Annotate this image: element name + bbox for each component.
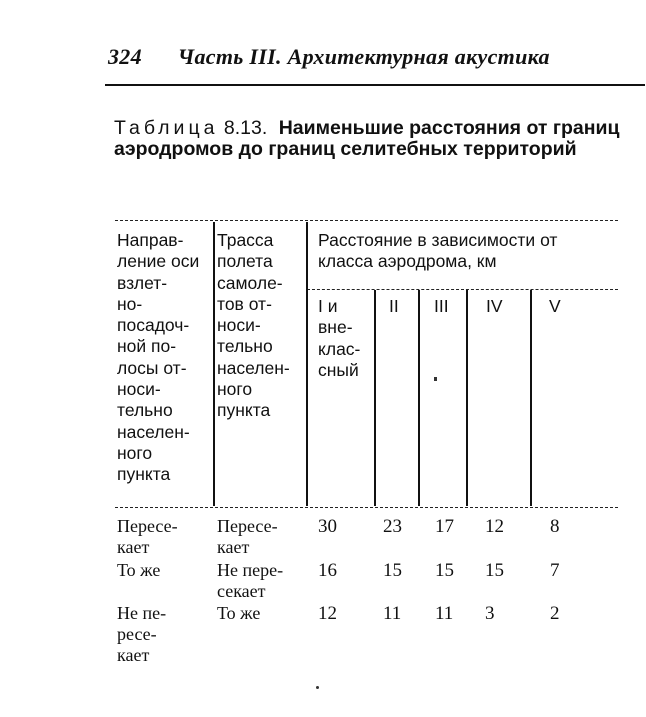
row1-class-2: 23 (383, 516, 402, 537)
header-class-2: II (389, 296, 399, 316)
row1-class-4: 12 (485, 516, 504, 537)
header-direction: Направ- ление оси взлет- но- посадоч- ной по- лосы от- носи- тельно населен- ного пункта (117, 230, 200, 485)
table-label: Таблица (114, 117, 219, 139)
table-top-rule (115, 220, 618, 221)
page-number: 324 (108, 44, 142, 69)
header-route: Трасса полета самоле- тов от- носи- тельно населен- ного пункта (217, 230, 290, 421)
scan-speck (434, 377, 437, 381)
row2-class-3: 15 (435, 560, 454, 581)
row3-route: То же (217, 603, 261, 623)
row1-class-3: 17 (435, 516, 454, 537)
column-divider (466, 290, 468, 506)
row2-route: Не пере- секает (217, 560, 284, 601)
running-head (108, 44, 550, 70)
row3-class-4: 3 (485, 603, 495, 624)
row3-class-3: 11 (435, 603, 454, 624)
running-head-title: Часть III. Архитектурная акустика (177, 44, 550, 69)
table-number: 8.13. (223, 117, 268, 139)
header-class-1: I и вне- клас- сный (318, 296, 361, 380)
row1-class-1: 30 (318, 516, 337, 537)
row3-direction: Не пе- ресе- кает (117, 603, 167, 665)
table-title: Наименьшие расстояния от границ аэродромов до границ селитебных территорий (114, 117, 620, 160)
row2-direction: То же (117, 560, 161, 580)
header-bottom-rule (115, 507, 618, 508)
row2-class-4: 15 (485, 560, 504, 581)
table-caption (114, 118, 634, 160)
header-distance-group: Расстояние в зависимости от класса аэродрома, км (318, 230, 558, 272)
header-class-4: IV (486, 296, 503, 316)
row2-class-5: 7 (550, 560, 560, 581)
data-table (113, 210, 633, 680)
group-header-rule (307, 289, 618, 290)
row3-class-2: 11 (383, 603, 402, 624)
column-divider (530, 290, 532, 506)
column-divider (306, 222, 308, 506)
header-class-3: III (434, 296, 449, 316)
row3-class-5: 2 (550, 603, 560, 624)
header-rule (105, 84, 645, 86)
header-class-5: V (549, 296, 561, 316)
row2-class-1: 16 (318, 560, 337, 581)
scan-dot (316, 686, 319, 689)
column-divider (374, 290, 376, 506)
row1-class-5: 8 (550, 516, 560, 537)
column-divider (213, 222, 215, 506)
row1-direction: Пересе- кает (117, 516, 178, 557)
column-divider (418, 290, 420, 506)
row3-class-1: 12 (318, 603, 337, 624)
row1-route: Пересе- кает (217, 516, 278, 557)
row2-class-2: 15 (383, 560, 402, 581)
